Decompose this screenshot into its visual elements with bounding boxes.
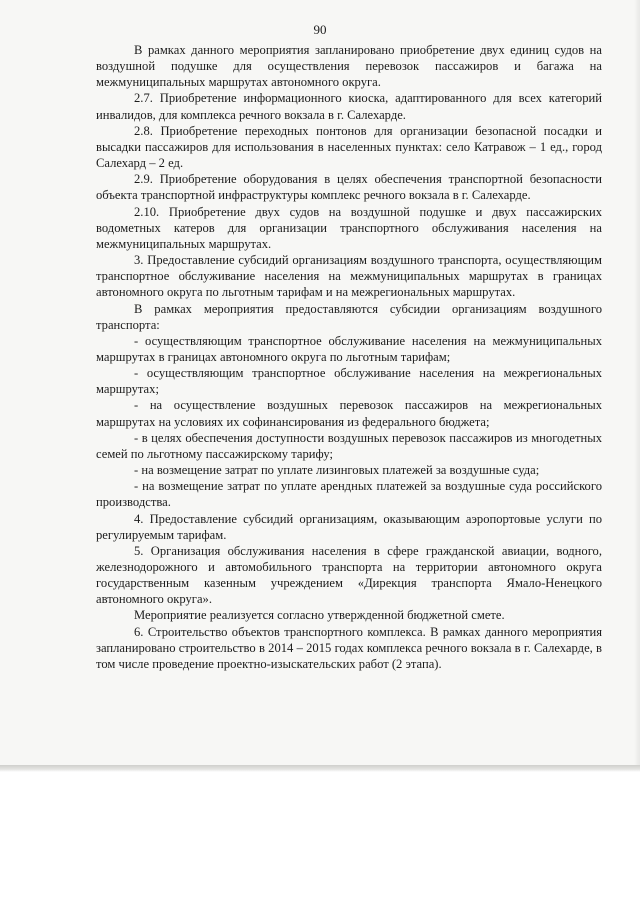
paragraph-subsidies-intro: В рамках мероприятия предоставляются субсидии организациям воздушного транспорта: (96, 301, 602, 332)
paragraph-2-9: 2.9. Приобретение оборудования в целях обеспечения транспортной безопасности объекта транспортной инфраструктуры комплекс речного вокзала в г. Салехарде. (96, 172, 602, 203)
paragraph-3: 3. Предоставление субсидий организациям воздушного транспорта, осуществляющим транспортное обслуживание населения на межмуниципальных маршрутах в границах автономного округа по льготным тарифам и на межрегиональных маршрутах. (96, 253, 602, 300)
paragraph-2-10: 2.10. Приобретение двух судов на воздушной подушке и двух пассажирских водометных катеров для организации транспортного обслуживания населения на межмуниципальных маршрутах. (96, 204, 602, 251)
scan-bottom-edge (0, 765, 640, 772)
document-body (96, 42, 602, 672)
paragraph-2-7: 2.7. Приобретение информационного киоска, адаптированного для всех категорий инвалидов, для комплекса речного вокзала в г. Салехарде. (96, 91, 602, 122)
list-item-leasing: - на возмещение затрат по уплате лизинговых платежей за воздушные суда; (134, 463, 540, 478)
paragraph-6: 6. Строительство объектов транспортного комплекса. В рамках данного мероприятия запланировано строительство в 2014 – 2015 годах комплекса речного вокзала в г. Салехарде, в том числе проведение проектно-изыскательских работ (2 этапа). (96, 624, 602, 671)
paragraph-intro: В рамках данного мероприятия запланировано приобретение двух единиц судов на воздушной подушке для осуществления перевозок пассажиров и багажа на межмуниципальных маршрутах автономного округа. (96, 43, 602, 90)
list-item-cofinancing: - на осуществление воздушных перевозок пассажиров на межрегиональных маршрутах на условиях их софинансирования из федерального бюджета; (96, 398, 602, 429)
page-number: 90 (313, 22, 327, 37)
paragraph-5: 5. Организация обслуживания населения в сфере гражданской авиации, водного, железнодорожного и автомобильного транспорта на территории автономного округа государственным казенным учреждением «Дирекция транспорта Ямало-Ненецкого автономного округа». (96, 543, 602, 607)
list-item-large-families: - в целях обеспечения доступности воздушных перевозок пассажиров из многодетных семей по льготному пассажирскому тарифу; (96, 430, 602, 461)
page-side-shadow (634, 0, 640, 770)
list-item-interregional: - осуществляющим транспортное обслуживание населения на межрегиональных маршрутах; (96, 366, 602, 397)
paragraph-budget: Мероприятие реализуется согласно утвержденной бюджетной смете. (134, 608, 505, 623)
list-item-rental: - на возмещение затрат по уплате арендных платежей за воздушные суда российского производства. (96, 479, 602, 510)
paragraph-4: 4. Предоставление субсидий организациям, оказывающим аэропортовые услуги по регулируемым тарифам. (96, 511, 602, 542)
paragraph-2-8: 2.8. Приобретение переходных понтонов для организации безопасной посадки и высадки пассажиров для использования в населенных пунктах: село Катравож – 1 ед., город Салехард – 2 ед. (96, 123, 602, 171)
list-item-intermunicipal: - осуществляющим транспортное обслуживание населения на межмуниципальных маршрутах в границах автономного округа по льготным тарифам; (96, 333, 602, 364)
